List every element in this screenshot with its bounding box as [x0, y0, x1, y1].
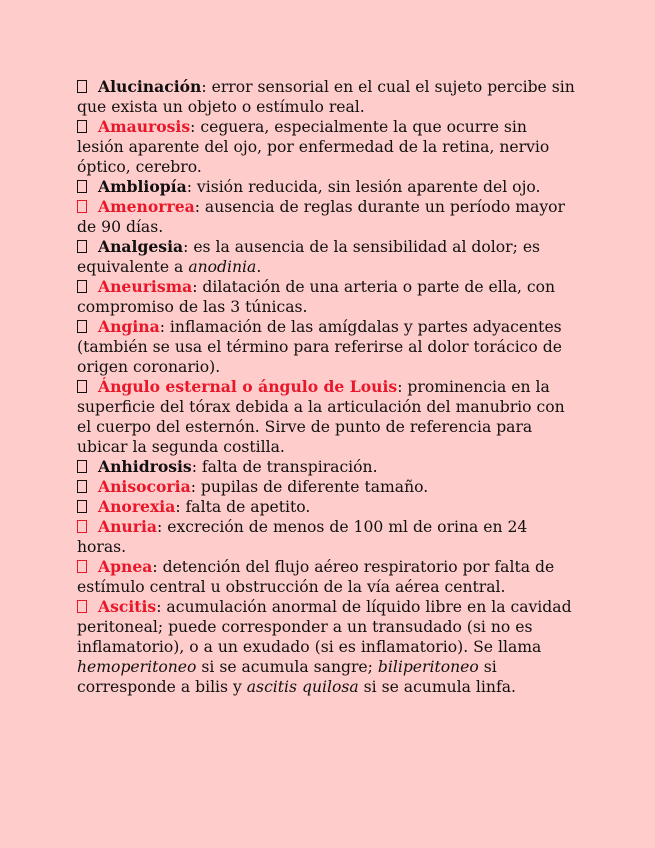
- square-bullet-icon: [77, 480, 87, 493]
- glossary-term: Alucinación: [98, 77, 202, 96]
- glossary-term: Amenorrea: [98, 197, 195, 216]
- definition-text: : falta de transpiración.: [191, 458, 378, 476]
- definition-text: : excreción de menos de 100 ml de orina en 24 horas.: [77, 518, 528, 556]
- definition-text: si corresponde a bilis y: [77, 658, 497, 696]
- definition-text: : visión reducida, sin lesión aparente del ojo.: [186, 178, 541, 196]
- glossary-term: Ángulo esternal o ángulo de Louis: [98, 377, 398, 396]
- glossary-term: Anorexia: [98, 497, 176, 516]
- definition-emphasis: hemoperitoneo: [77, 658, 197, 676]
- definition-emphasis: ascitis quilosa: [246, 678, 359, 696]
- square-bullet-icon: [77, 200, 87, 213]
- glossary-term: Aneurisma: [98, 277, 193, 296]
- definition-text: : error sensorial en el cual el sujeto percibe sin que exista un objeto o estímulo real.: [77, 78, 575, 116]
- definition-text: : falta de apetito.: [175, 498, 311, 516]
- glossary-entry: [77, 177, 577, 197]
- definition-text: : prominencia en la superficie del tórax debida a la articulación del manubrio con el cuerpo del esternón. Sirve de punto de referencia para ubicar la segunda costilla.: [77, 378, 565, 456]
- definition-text: : dilatación de una arteria o parte de ella, con compromiso de las 3 túnicas.: [77, 278, 556, 316]
- glossary-entry: [77, 517, 577, 557]
- square-bullet-icon: [77, 280, 87, 293]
- square-bullet-icon: [77, 380, 87, 393]
- square-bullet-icon: [77, 320, 87, 333]
- glossary-entry: [77, 457, 577, 477]
- definition-text: si se acumula sangre;: [196, 658, 378, 676]
- square-bullet-icon: [77, 500, 87, 513]
- glossary-term: Apnea: [98, 557, 153, 576]
- definition-text: : es la ausencia de la sensibilidad al dolor; es equivalente a: [77, 238, 541, 276]
- square-bullet-icon: [77, 240, 87, 253]
- definition-text: : acumulación anormal de líquido libre en la cavidad peritoneal; puede corresponder a un transudado (si no es inflamatorio), o a un exudado (si es inflamatorio). Se llama: [77, 598, 572, 656]
- square-bullet-icon: [77, 180, 87, 193]
- glossary-term: Analgesia: [98, 237, 184, 256]
- glossary-entry: [77, 277, 577, 317]
- glossary-entry: [77, 317, 577, 377]
- glossary-entry: [77, 117, 577, 177]
- glossary-term: Amaurosis: [98, 117, 191, 136]
- square-bullet-icon: [77, 520, 87, 533]
- square-bullet-icon: [77, 120, 87, 133]
- glossary-entry: [77, 377, 577, 457]
- glossary-entry: [77, 557, 577, 597]
- glossary-term: Anuria: [98, 517, 158, 536]
- glossary-entry: [77, 77, 577, 117]
- definition-emphasis: anodinia: [188, 258, 257, 276]
- definition-text: : pupilas de diferente tamaño.: [190, 478, 429, 496]
- glossary-list: [77, 77, 577, 697]
- glossary-term: Anisocoria: [98, 477, 191, 496]
- glossary-entry: [77, 497, 577, 517]
- square-bullet-icon: [77, 460, 87, 473]
- definition-text: : inflamación de las amígdalas y partes adyacentes (también se usa el término para referirse al dolor torácico de origen coronario).: [77, 318, 562, 376]
- glossary-term: Ambliopía: [98, 177, 187, 196]
- definition-text: si se acumula linfa.: [358, 678, 516, 696]
- glossary-term: Anhidrosis: [98, 457, 192, 476]
- glossary-entry: [77, 477, 577, 497]
- definition-text: .: [256, 258, 262, 276]
- definition-text: : detención del flujo aéreo respiratorio por falta de estímulo central u obstrucción de la vía aérea central.: [77, 558, 555, 596]
- square-bullet-icon: [77, 560, 87, 573]
- glossary-term: Angina: [98, 317, 160, 336]
- glossary-entry: [77, 197, 577, 237]
- definition-emphasis: biliperitoneo: [377, 658, 479, 676]
- glossary-term: Ascitis: [98, 597, 157, 616]
- definition-text: : ausencia de reglas durante un período mayor de 90 días.: [77, 198, 566, 236]
- glossary-entry: [77, 237, 577, 277]
- definition-text: : ceguera, especialmente la que ocurre sin lesión aparente del ojo, por enfermedad de la retina, nervio óptico, cerebro.: [77, 118, 550, 176]
- square-bullet-icon: [77, 80, 87, 93]
- glossary-entry: [77, 597, 577, 697]
- square-bullet-icon: [77, 600, 87, 613]
